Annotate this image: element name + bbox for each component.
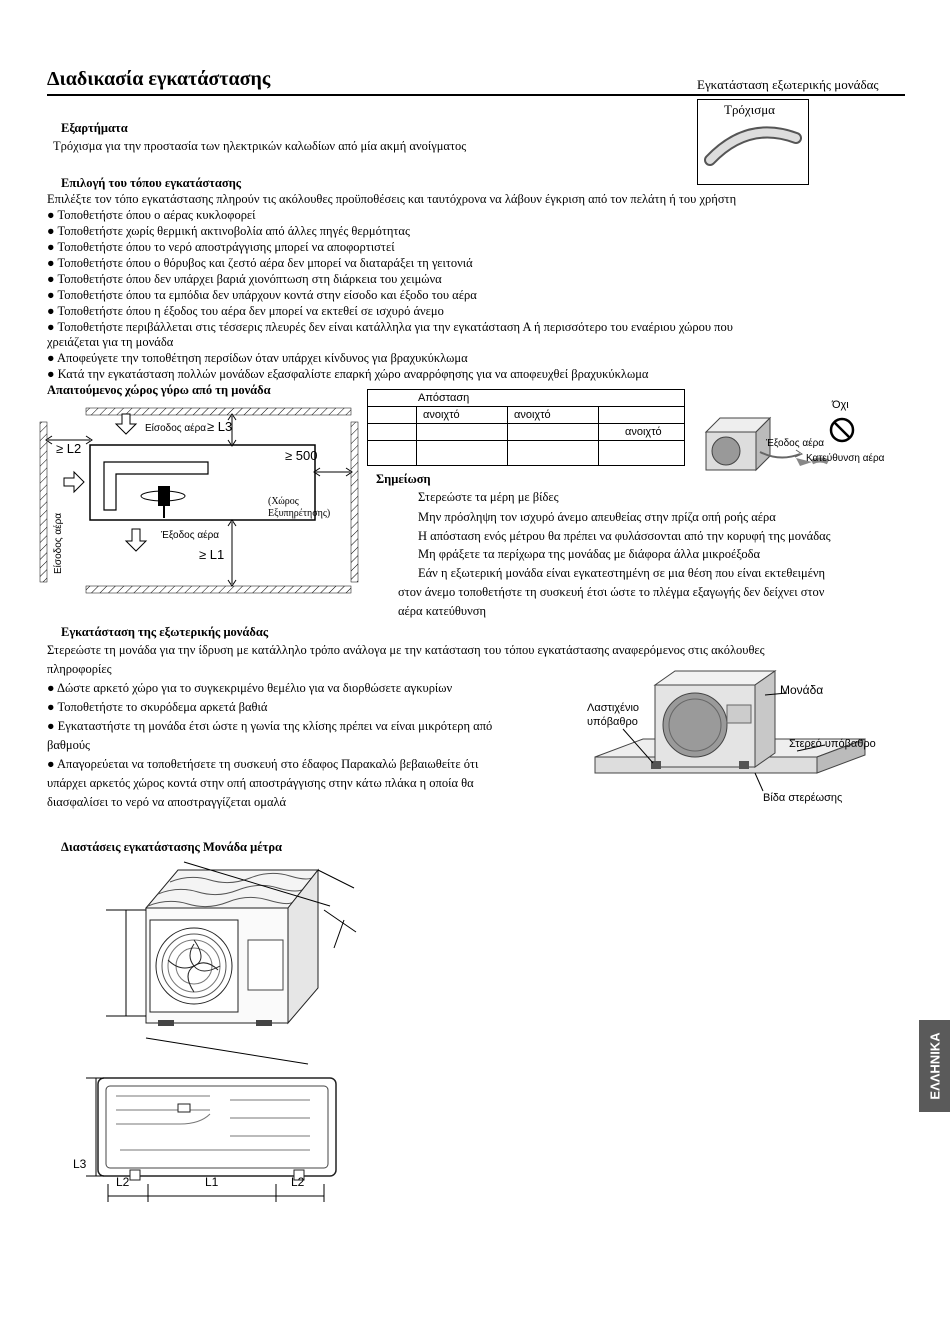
outdoor-line: πληροφορίες <box>47 662 112 676</box>
dimensions-heading: Διαστάσεις εγκατάστασης Μονάδα μέτρα <box>61 840 283 854</box>
edging-strip-icon <box>698 100 808 184</box>
table-row <box>368 424 685 441</box>
outdoor-line: διασφαλίσει το νερό να αποστραγγίζεται ομαλά <box>47 795 287 809</box>
table-cell <box>368 441 417 466</box>
mounting-diagram <box>585 665 895 805</box>
dim-l2-label: L2 <box>291 1175 305 1189</box>
site-bullet: ● Τοποθετήστε όπου το νερό αποστράγγισης μπορεί να αποφορτιστεί <box>47 240 395 254</box>
language-tab <box>919 1020 950 1112</box>
note-line: Εάν η εξωτερική μονάδα είναι εγκατεστημένη σε μια θέση που είναι εκτεθειμένη <box>418 566 826 580</box>
outdoor-line: ● Απαγορεύεται να τοποθετήσετε τη συσκευή στο έδαφος Παρακαλώ βεβαιωθείτε ότι <box>47 757 479 771</box>
space-heading: Απαιτούμενος χώρος γύρω από τη μονάδα <box>47 383 271 397</box>
l2-label: ≥ L2 <box>56 441 82 456</box>
inlet-side-label: Είσοδος αέρα <box>53 512 64 574</box>
note-line: Μη φράξετε τα περίχωρα της μονάδας με διάφορα άλλα μικροέξοδα <box>418 547 761 561</box>
table-cell <box>508 441 599 466</box>
l3-label: ≥ L3 <box>207 419 233 434</box>
outlet-label: Έξοδος αέρα <box>161 530 220 541</box>
site-heading: Επιλογή του τόπου εγκατάστασης <box>61 176 242 190</box>
accessories-text: Τρόχισμα για την προστασία των ηλεκτρικών καλωδίων από μία ακμή ανοίγματος <box>53 139 467 153</box>
outdoor-line: ● Εγκαταστήστε τη μονάδα έτσι ώστε η γωνία της κλίσης πρέπει να είναι μικρότερη από <box>47 719 493 733</box>
fixing-screw-label: Βίδα στερέωσης <box>763 792 843 804</box>
outdoor-heading: Εγκατάσταση της εξωτερικής μονάδας <box>61 625 269 639</box>
unit-label: Μονάδα <box>780 683 824 697</box>
site-bullet: ● Τοποθετήστε περιβάλλεται στις τέσσερις πλευρές δεν είναι κατάλληλα για την εγκατάσταση Α ή περισσότερο του εναέριου χώρου που <box>47 320 733 334</box>
table-header-cell: Απόσταση <box>368 390 685 407</box>
table-cell: ανοιχτό <box>599 424 685 441</box>
table-cell <box>599 441 685 466</box>
note-line: Μην πρόσληψη τον ισχυρό άνεμο απευθείας στην πρίζα οπή ροής αέρα <box>418 510 776 524</box>
distance-table <box>367 389 685 466</box>
l1-label: ≥ L1 <box>199 547 225 562</box>
outdoor-line: ● Τοποθετήστε το σκυρόδεμα αρκετά βαθιά <box>47 700 268 714</box>
dim-l1-label: L1 <box>205 1175 219 1189</box>
table-cell <box>417 424 508 441</box>
service-label-line: Εξυπηρέτησης) <box>268 508 331 519</box>
site-bullet: ● Τοποθετήστε όπου δεν υπάρχει βαριά χιονόπτωση στη διάρκεια του χειμώνα <box>47 272 442 286</box>
table-cell <box>368 424 417 441</box>
table-row <box>368 390 685 407</box>
outdoor-line: υπάρχει αρκετός χώρος κοντά στην οπή αποστράγγισης στην κάτω πλάκα η οποία θα <box>47 776 474 790</box>
page-title: Διαδικασία εγκατάστασης <box>47 68 271 90</box>
table-row <box>368 407 685 424</box>
site-bullet: ● Τοποθετήστε όπου τα εμπόδια δεν υπάρχουν κοντά στην είσοδο και έξοδο του αέρα <box>47 288 477 302</box>
site-bullet: χρειάζεται για τη μονάδα <box>47 335 174 349</box>
header-rule <box>47 94 905 96</box>
dim-l2-label: L2 <box>116 1175 130 1189</box>
wind-outlet-label: Έξοδος αέρα <box>766 438 825 449</box>
note-line: αέρα κατεύθυνση <box>398 604 487 618</box>
site-intro: Επιλέξτε τον τόπο εγκατάστασης πληρούν τις ακόλουθες προϋποθέσεις και ταυτόχρονα να λάβουν έγκριση από τον πελάτη ή του χρήστη <box>47 192 737 206</box>
note-line: στον άνεμο τοποθετήστε τη συσκευή έτσι ώστε το πλέγμα εξαγωγής δεν δείχνει στον <box>398 585 825 599</box>
unit-dimension-drawing <box>98 860 368 1070</box>
table-cell <box>508 424 599 441</box>
note-line: Η απόσταση ενός μέτρου θα πρέπει να φυλάσσονται από την κορυφή της μονάδας <box>418 529 831 543</box>
dim-l3-label: L3 <box>73 1157 87 1171</box>
rubber-base-label-line: Λαστιχένιο <box>587 702 640 714</box>
note-heading: Σημείωση <box>376 472 431 486</box>
outdoor-line: βαθμούς <box>47 738 90 752</box>
edging-figure <box>697 99 809 185</box>
table-cell <box>417 441 508 466</box>
wind-direction-label: Κατεύθυνση αέρα <box>806 453 885 464</box>
site-bullet: ● Τοποθετήστε χωρίς θερμική ακτινοβολία από άλλες πηγές θερμότητας <box>47 224 410 238</box>
site-bullet: ● Τοποθετήστε όπου η έξοδος του αέρα δεν μπορεί να εκτεθεί σε ισχυρό άνεμο <box>47 304 444 318</box>
note-line: Στερεώστε τα μέρη με βίδες <box>418 490 559 504</box>
outdoor-line: Στερεώστε τη μονάδα για την ίδρυση με κατάλληλο τρόπο ανάλογα με την κατάσταση του τόπου εγκατάστασης αναφερόμενος στις ακόλουθες <box>47 643 765 657</box>
wind-no-label: Όχι <box>832 399 849 411</box>
service-label-line: (Χώρος <box>268 496 299 507</box>
table-cell <box>599 407 685 424</box>
rubber-base-label-line: υπόβαθρο <box>587 716 638 728</box>
language-tab-label: ΕΛΛΗΝΙΚΑ <box>927 1032 942 1100</box>
site-bullet: ● Αποφεύγετε την τοποθέτηση περσίδων όταν υπάρχει κίνδυνος για βραχυκύκλωμα <box>47 351 468 365</box>
site-bullet: ● Τοποθετήστε όπου ο θόρυβος και ζεστό αέρα δεν μπορεί να διαταράξει τη γειτονιά <box>47 256 473 270</box>
table-cell <box>368 407 417 424</box>
rubber-base-label <box>587 701 639 729</box>
site-bullet: ● Κατά την εγκατάσταση πολλών μονάδων εξασφαλίστε επαρκή χώρο αναρρόφησης για να αποφευχθεί βραχυκύκλωμα <box>47 367 649 381</box>
solid-base-label: Στερεό υπόβαθρο <box>789 738 876 750</box>
d500-label: ≥ 500 <box>285 448 318 463</box>
inlet-top-label: Είσοδος αέρα <box>145 423 207 434</box>
service-label <box>268 496 330 520</box>
accessories-heading: Εξαρτήματα <box>61 121 128 135</box>
table-cell: ανοιχτό <box>417 407 508 424</box>
table-cell: ανοιχτό <box>508 407 599 424</box>
site-bullet: ● Τοποθετήστε όπου ο αέρας κυκλοφορεί <box>47 208 256 222</box>
edging-label: Τρόχισμα <box>724 102 775 117</box>
table-row <box>368 441 685 466</box>
page-subtitle: Εγκατάσταση εξωτερικής μονάδας <box>697 77 879 92</box>
outdoor-line: ● Δώστε αρκετό χώρο για το συγκεκριμένο θεμέλιο για να διορθώσετε αγκυρίων <box>47 681 453 695</box>
